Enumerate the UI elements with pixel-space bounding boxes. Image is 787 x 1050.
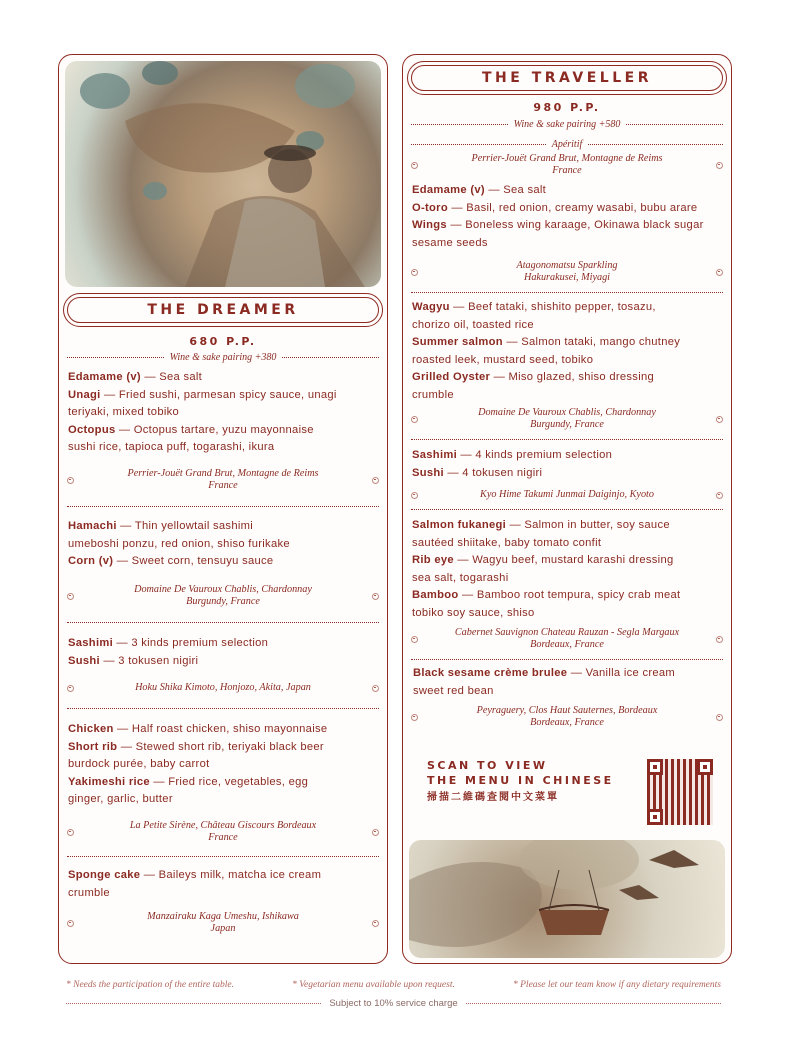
dish-name: Sashimi <box>412 449 458 461</box>
bullet-icon <box>716 162 723 169</box>
dish-desc: — Salmon tataki, mango chutney <box>502 336 681 348</box>
traveller-wine-3 <box>411 489 723 501</box>
traveller-wine-0 <box>411 153 723 177</box>
dish-name: Unagi <box>68 388 101 401</box>
traveller-course-1 <box>412 182 723 252</box>
traveller-title: THE TRAVELLER <box>481 70 652 86</box>
wine-origin: France <box>552 165 582 176</box>
traveller-pairing-row <box>411 117 723 131</box>
dish-desc: sweet red bean <box>413 684 494 697</box>
wine-name: Manzairaku Kaga Umeshu, Ishikawa <box>147 911 299 922</box>
traveller-course-2 <box>412 299 723 404</box>
dreamer-title: THE DREAMER <box>147 302 299 318</box>
dish-desc: — Miso glazed, shiso dressing <box>490 371 655 383</box>
dish-name: Edamame (v) <box>68 371 141 383</box>
dish-name: O-toro <box>412 201 448 214</box>
traveller-title-box <box>407 61 727 95</box>
scan-line-1: SCAN TO VIEW <box>427 759 548 772</box>
dish-desc: — 3 tokusen nigiri <box>99 654 199 667</box>
wine-name: Perrier-Jouët Grand Brut, Montagne de Reims <box>127 468 319 479</box>
traveller-course-5 <box>413 665 723 700</box>
wine-origin: France <box>208 480 238 491</box>
dish-name: Sushi <box>68 654 100 667</box>
bullet-icon <box>67 829 74 836</box>
wine-origin: France <box>208 832 238 843</box>
scan-instructions <box>427 758 647 805</box>
dish-desc: burdock purée, baby carrot <box>68 758 210 770</box>
service-charge: Subject to 10% service charge <box>329 998 458 1009</box>
divider <box>67 622 379 623</box>
traveller-wine-5 <box>411 705 723 729</box>
bullet-icon <box>716 269 723 276</box>
dreamer-pairing-price: Wine & sake pairing +380 <box>169 351 277 363</box>
footnote-dietary: * Please let our team know if any dietary requirements <box>513 980 721 990</box>
dish-desc: roasted leek, mustard seed, tobiko <box>412 353 594 366</box>
bullet-icon <box>411 636 418 643</box>
divider <box>411 509 723 510</box>
dish-desc: — Boneless wing karaage, Okinawa black sugar <box>446 219 704 231</box>
wine-origin: Bordeaux, France <box>530 717 604 728</box>
dreamer-illustration <box>65 61 381 287</box>
bullet-icon <box>67 593 74 600</box>
dish-name: Chicken <box>68 723 114 735</box>
dish-desc: chorizo oil, toasted rice <box>412 318 534 331</box>
wine-name: Domaine De Vauroux Chablis, Chardonnay <box>134 584 312 595</box>
divider <box>67 506 379 507</box>
traveller-menu-panel <box>402 54 732 964</box>
dish-desc: — Sweet corn, tensuyu sauce <box>113 555 274 567</box>
dish-name: Summer salmon <box>412 336 503 348</box>
dish-desc: tobiko soy sauce, shiso <box>412 606 535 619</box>
dish-desc: crumble <box>68 886 110 899</box>
wine-name: Perrier-Jouët Grand Brut, Montagne de Reims <box>471 153 663 164</box>
traveller-price: 980 P.P. <box>533 101 601 114</box>
wine-origin: Bordeaux, France <box>530 639 604 650</box>
dish-desc: sautéed shiitake, baby tomato confit <box>412 536 602 549</box>
bullet-icon <box>67 685 74 692</box>
dish-desc: — Sea salt <box>140 371 203 383</box>
dreamer-wine-4 <box>67 820 379 844</box>
dish-desc: — Octopus tartare, yuzu mayonnaise <box>115 423 314 436</box>
bullet-icon <box>411 492 418 499</box>
dish-name: Salmon fukanegi <box>412 519 507 531</box>
traveller-wine-1 <box>411 260 723 284</box>
dish-desc: — Baileys milk, matcha ice cream <box>140 869 322 881</box>
footnote-table: * Needs the participation of the entire table. <box>66 980 234 990</box>
divider <box>411 439 723 440</box>
traveller-wine-4 <box>411 627 723 651</box>
dish-desc: — 4 kinds premium selection <box>457 449 613 461</box>
dish-desc: sea salt, togarashi <box>412 571 509 584</box>
wine-origin: Burgundy, France <box>186 596 260 607</box>
dreamer-course-4 <box>68 721 379 809</box>
wine-origin: Hakurakusei, Miyagi <box>523 272 610 283</box>
bullet-icon <box>67 920 74 927</box>
bullet-icon <box>372 477 379 484</box>
service-charge-row <box>66 998 721 1009</box>
divider <box>411 659 723 660</box>
dreamer-wine-3 <box>67 682 379 694</box>
dish-desc: crumble <box>412 388 454 401</box>
bullet-icon <box>411 269 418 276</box>
bullet-icon <box>716 636 723 643</box>
dish-name: Rib eye <box>412 554 454 566</box>
dish-desc: — Stewed short rib, teriyaki black beer <box>117 740 324 753</box>
dish-name: Hamachi <box>68 520 117 532</box>
divider <box>67 708 379 709</box>
bullet-icon <box>411 416 418 423</box>
dreamer-course-1 <box>68 369 379 457</box>
dreamer-wine-1 <box>67 468 379 492</box>
dreamer-price: 680 P.P. <box>189 335 257 348</box>
dish-desc: — Wagyu beef, mustard karashi dressing <box>453 554 674 566</box>
dreamer-title-box <box>63 293 383 327</box>
dish-name: Sushi <box>412 466 444 479</box>
bullet-icon <box>716 492 723 499</box>
dish-desc: sushi rice, tapioca puff, togarashi, ikura <box>68 441 275 453</box>
dish-desc: teriyaki, mixed tobiko <box>68 406 180 418</box>
divider <box>411 292 723 293</box>
wine-origin: Japan <box>210 923 236 934</box>
wine-name: Peyraguery, Clos Haut Sauternes, Bordeaux <box>476 705 658 716</box>
bullet-icon <box>716 714 723 721</box>
dish-name: Sponge cake <box>68 869 141 881</box>
bullet-icon <box>372 685 379 692</box>
bullet-icon <box>372 593 379 600</box>
traveller-course-4 <box>412 517 723 622</box>
aperitif-label: Apéritif <box>551 138 583 150</box>
dish-name: Black sesame crème brulee <box>413 667 568 679</box>
dish-desc: sesame seeds <box>412 236 488 249</box>
dish-name: Wagyu <box>412 301 450 313</box>
wine-name: Cabernet Sauvignon Chateau Rauzan - Segla Margaux <box>454 627 680 638</box>
balloon-illustration <box>409 840 725 958</box>
dish-desc: umeboshi ponzu, red onion, shiso furikake <box>68 537 290 550</box>
dish-name: Grilled Oyster <box>412 371 491 383</box>
bullet-icon <box>372 829 379 836</box>
bullet-icon <box>411 162 418 169</box>
scan-line-2: THE MENU IN CHINESE <box>427 774 614 787</box>
footnotes <box>66 980 721 990</box>
dish-name: Wings <box>412 219 447 231</box>
wine-name: Kyo Hime Takumi Junmai Daiginjo, Kyoto <box>480 489 654 500</box>
dreamer-pairing-row <box>67 350 379 364</box>
dish-name: Edamame (v) <box>412 184 485 196</box>
wine-name: Hoku Shika Kimoto, Honjozo, Akita, Japan <box>135 682 311 693</box>
dish-name: Short rib <box>68 740 118 753</box>
dish-name: Yakimeshi rice <box>68 775 150 788</box>
traveller-course-3 <box>412 447 723 482</box>
traveller-wine-2 <box>411 407 723 431</box>
dish-desc: — Sea salt <box>484 184 547 196</box>
dreamer-course-2 <box>68 518 379 571</box>
dreamer-wine-2 <box>67 584 379 608</box>
dish-desc: — Bamboo root tempura, spicy crab meat <box>458 589 681 601</box>
dish-desc: — Salmon in butter, soy sauce <box>506 519 670 531</box>
footnote-vegetarian: * Vegetarian menu available upon request. <box>292 980 455 990</box>
bullet-icon <box>67 477 74 484</box>
dreamer-course-3 <box>68 635 379 670</box>
aperitif-row <box>411 137 723 151</box>
dish-desc: — Fried rice, vegetables, egg <box>149 775 309 788</box>
dreamer-course-5 <box>68 867 379 902</box>
bullet-icon <box>372 920 379 927</box>
wine-origin: Burgundy, France <box>530 419 604 430</box>
wine-name: Domaine De Vauroux Chablis, Chardonnay <box>478 407 656 418</box>
dish-name: Sashimi <box>68 637 114 649</box>
dish-name: Bamboo <box>412 589 459 601</box>
dish-desc: — 3 kinds premium selection <box>113 637 269 649</box>
dish-desc: — Fried sushi, parmesan spicy sauce, unagi <box>100 388 337 401</box>
dish-desc: — Thin yellowtail sashimi <box>116 520 254 532</box>
wine-name: La Petite Sirène, Château Giscours Bordeaux <box>129 820 317 831</box>
dish-desc: ginger, garlic, butter <box>68 793 173 805</box>
divider <box>67 856 379 857</box>
scan-line-chinese: 掃描二維碼查閱中文菜單 <box>427 792 559 803</box>
dish-name: Octopus <box>68 423 116 436</box>
traveller-pairing-price: Wine & sake pairing +580 <box>513 118 621 130</box>
dreamer-menu-panel <box>58 54 388 964</box>
bullet-icon <box>411 714 418 721</box>
wine-name: Atagonomatsu Sparkling <box>516 260 618 271</box>
bullet-icon <box>716 416 723 423</box>
dish-desc: — Vanilla ice cream <box>567 667 676 679</box>
qr-code-icon[interactable] <box>647 759 713 825</box>
dreamer-wine-5 <box>67 911 379 935</box>
dish-desc: — Half roast chicken, shiso mayonnaise <box>113 723 328 735</box>
dish-desc: — Basil, red onion, creamy wasabi, bubu arare <box>447 201 698 214</box>
dish-desc: — 4 tokusen nigiri <box>443 466 543 479</box>
dish-desc: — Beef tataki, shishito pepper, tosazu, <box>449 301 656 313</box>
dish-name: Corn (v) <box>68 555 114 567</box>
